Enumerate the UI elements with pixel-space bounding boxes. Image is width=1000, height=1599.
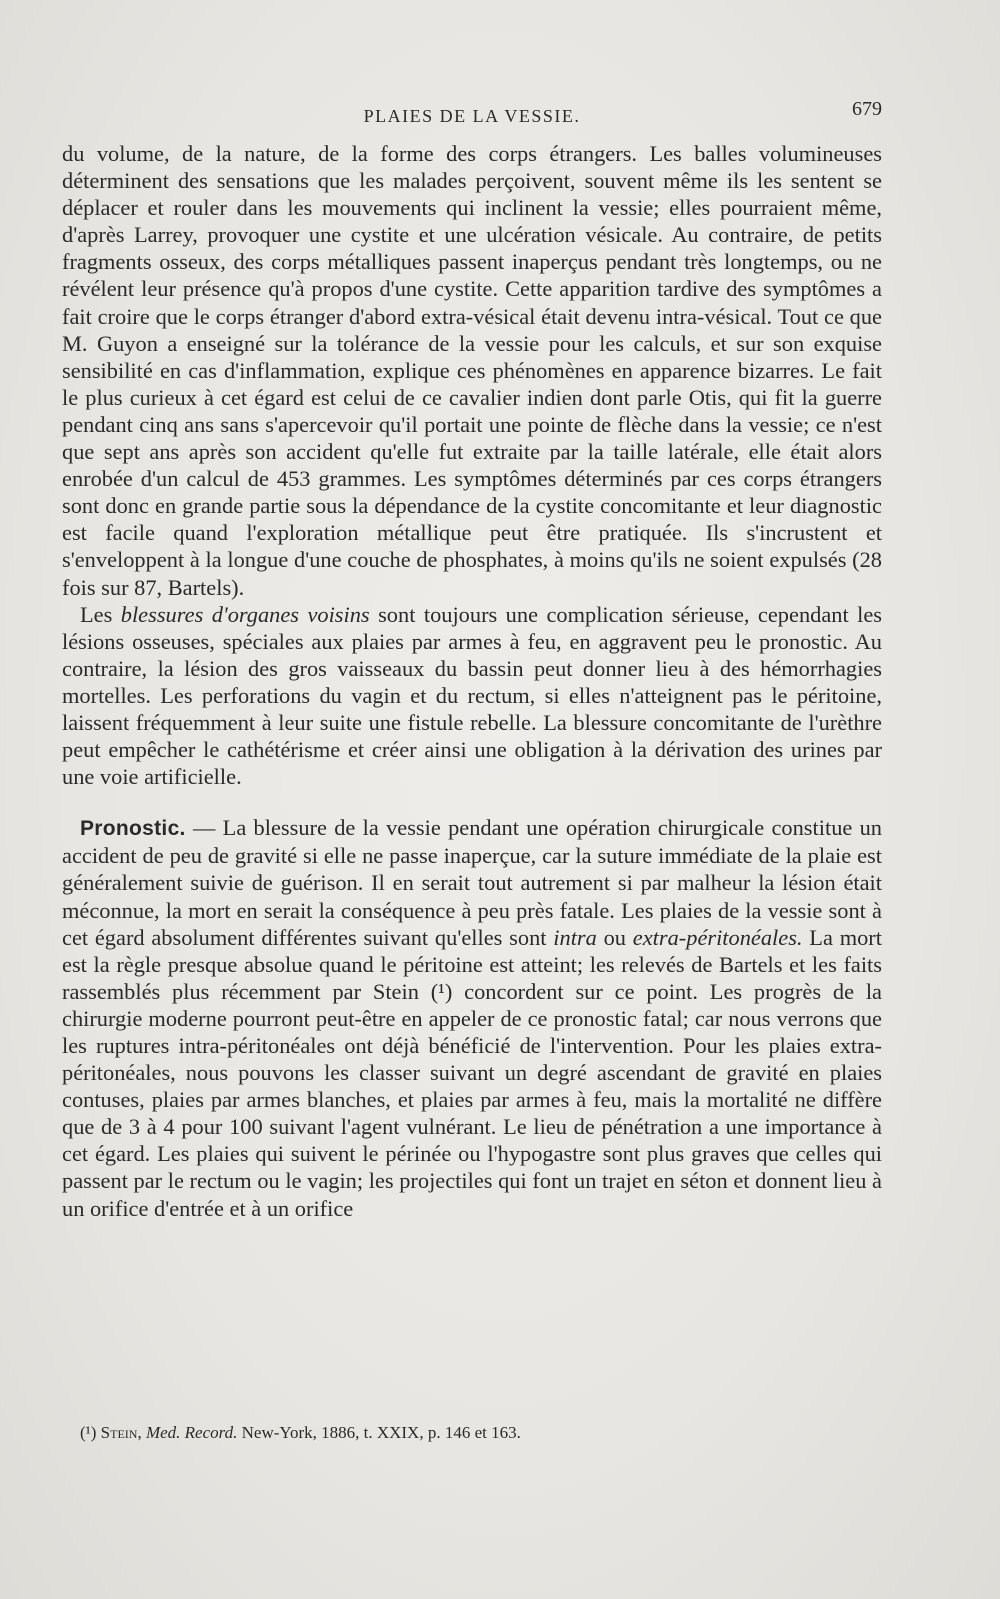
footnote-author: Stein, <box>100 1423 142 1442</box>
italic-term: intra <box>553 924 597 950</box>
paragraph-foreign-bodies: du volume, de la nature, de la forme des corps étrangers. Les balles volumineuses déterminent des sensations que les malades perçoivent, souvent même ils les sentent se déplacer et rouler dans les mouvements qui inclinent la vessie; elles pourraient même, d'après Larrey, provoquer une cystite et une ulcération vésicale. Au contraire, de petits fragments osseux, des corps métalliques passent inaperçus pendant très longtemps, ou ne révélent leur présence qu'à propos d'une cystite. Cette apparition tardive des symptômes a fait croire que le corps étranger d'abord extra-vésical était devenu intra-vésical. Tout ce que M. Guyon a enseigné sur la tolérance de la vessie pour les calculs, et sur son exquise sensibilité en cas d'inflammation, explique ces phénomènes en apparence bizarres. Le fait le plus curieux à cet égard est celui de ce cavalier indien dont parle Otis, qui fit la guerre pendant cinq ans sans s'apercevoir qu'il portait une pointe de flèche dans la vessie; ce n'est que sept ans après son accident qu'elle fut extraite par la taille latérale, elle était alors enrobée d'un calcul de 453 grammes. Les symptômes déterminés par ces corps étrangers sont donc en grande partie sous la dépendance de la cystite concomitante et leur diagnostic est facile quand l'exploration métallique peut être pratiquée. Ils s'incrustent et s'enveloppent à la longue d'une couche de phosphates, à moins qu'ils ne soient expulsés (28 fois sur 87, Bartels). <box>62 141 882 600</box>
paragraph-pronostic <box>62 814 882 1221</box>
footnote-details: New-York, 1886, t. XXIX, p. 146 et 163. <box>237 1423 521 1442</box>
paragraph-text: ou <box>596 924 633 950</box>
italic-term: blessures d'organes voisins <box>120 601 370 627</box>
footnote <box>80 1423 880 1443</box>
footnote-journal: Med. Record. <box>145 1423 238 1442</box>
italic-term: extra-péritonéales. <box>632 924 803 950</box>
running-title: PLAIES DE LA VESSIE. <box>363 106 581 126</box>
paragraph-lead: Les <box>80 601 121 627</box>
page-number: 679 <box>852 98 882 120</box>
body-text <box>62 140 882 1222</box>
page-header <box>62 98 882 128</box>
footnote-marker: (¹) <box>80 1423 97 1442</box>
section-heading: Pronostic. <box>80 817 186 841</box>
paragraph-text: concordent sur ce point. Les progrès de la chirurgie moderne pourront peut-être en appeler de ce pronostic fatal; car nous verrons que les ruptures intra-péritonéales ont déjà bénéficié de l'intervention. Pour les plaies extra-péritonéales, nous pouvons les classer suivant un degré ascendant de gravité en plaies contuses, plaies par armes blanches, et plaies par armes à feu, mais la mortalité ne diffère que de 3 à 4 pour 100 suivant l'agent vulnérant. Le lieu de pénétration a une importance à cet égard. Les plaies qui suivent le périnée ou l'hypogastre sont plus graves que celles qui passent par le rectum ou le vagin; les projectiles qui font un trajet en séton et donnent lieu à un orifice d'entrée et à un orifice <box>62 978 882 1221</box>
paragraph-text: La mort est la règle presque absolue quand le péritoine est atteint; les relevés de Bartels et les faits rassemblés plus récemment par Stein <box>62 924 882 1004</box>
paragraph-text: — La blessure de la vessie pendant une opération chirurgicale constitue un accident de peu de gravité si elle ne passe inaperçue, car la suture immédiate de la plaie est généralement suivie de guérison. Il en serait tout autrement si par malheur la lésion était méconnue, la mort en serait la conséquence à peu près fatale. Les plaies de la vessie sont à cet égard absolument différentes suivant qu'elles sont <box>62 815 882 950</box>
paragraph-text: sont toujours une complication sérieuse, cependant les lésions osseuses, spéciales aux plaies par armes à feu, en aggravent peu le pronostic. Au contraire, la lésion des gros vaisseaux du bassin peut donner lieu à des hémorrhagies mortelles. Les perforations du vagin et du rectum, si elles n'atteignent pas le péritoine, laissent fréquemment à leur suite une fistule rebelle. La blessure concomitante de l'urèthre peut empêcher le cathétérisme et créer ainsi une obligation à la dérivation des urines par une voie artificielle. <box>62 601 882 790</box>
footnote-reference: (¹) <box>430 978 453 1004</box>
paragraph-neighbouring-organs <box>62 601 882 791</box>
